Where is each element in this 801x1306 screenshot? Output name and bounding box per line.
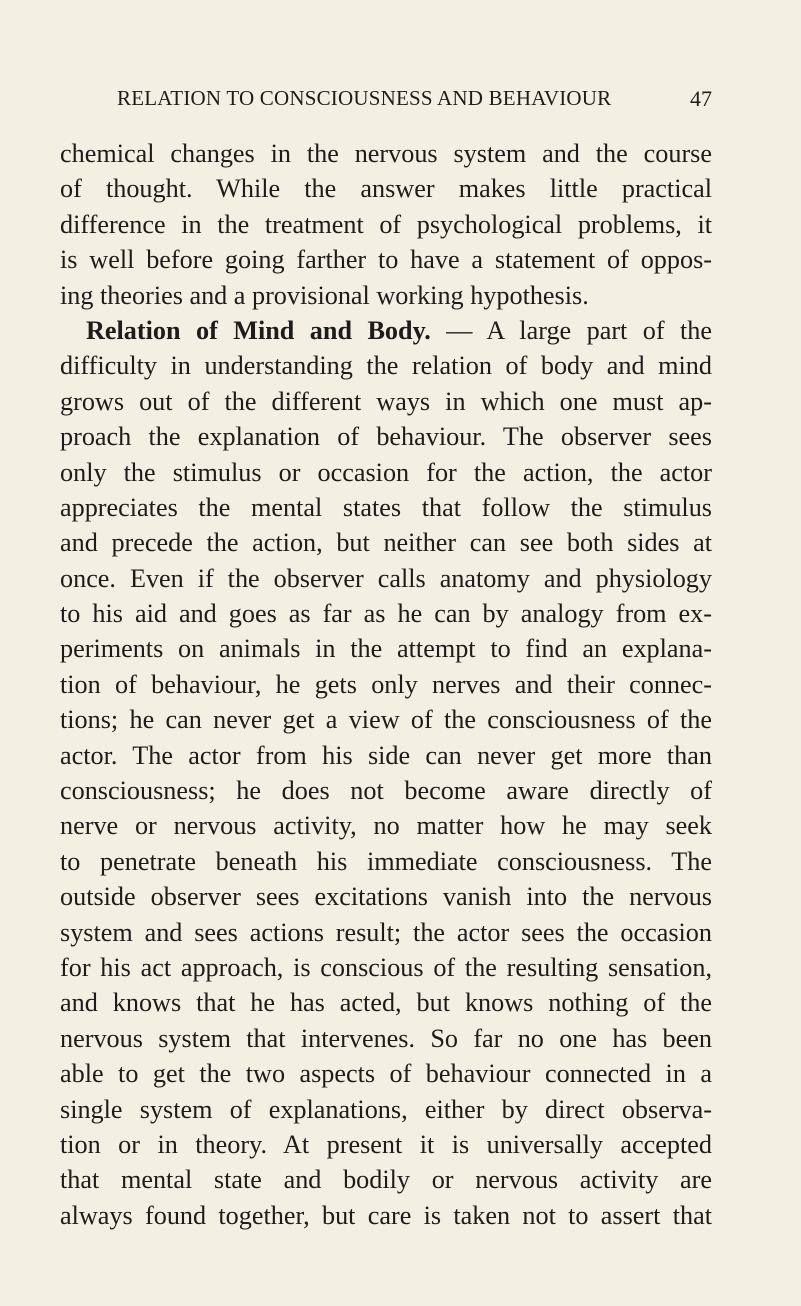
text-line: nervous system that intervenes. So far no one has been — [60, 1023, 712, 1053]
text-line: tion of behaviour, he gets only nerves and their connec- — [60, 669, 712, 699]
heading-line-rest: — A large part of the — [430, 315, 712, 345]
text-line: single system of explanations, either by direct observa- — [60, 1094, 712, 1124]
page-number: 47 — [690, 86, 712, 111]
text-line: tion or in theory. At present it is universally accepted — [60, 1129, 712, 1159]
text-line: consciousness; he does not become aware directly of — [60, 776, 712, 806]
text-line: appreciates the mental states that follow the stimulus — [60, 492, 712, 522]
text-line: to his aid and goes as far as he can by analogy from ex- — [60, 599, 712, 629]
text-line: proach the explanation of behaviour. The observer sees — [60, 422, 712, 452]
text-line: outside observer sees excitations vanish into the nervous — [60, 882, 712, 912]
paragraph-mind-and-body — [60, 313, 712, 1233]
text-line: chemical changes in the nervous system and the course — [60, 139, 712, 168]
text-line: for his act approach, is conscious of the resulting sensation, — [60, 952, 712, 982]
running-head — [60, 86, 712, 116]
section-heading: Relation of Mind and Body. — [86, 315, 431, 345]
running-title: RELATION TO CONSCIOUSNESS AND BEHAVIOUR — [117, 86, 612, 110]
text-line: is well before going farther to have a statement of oppos- — [60, 245, 712, 275]
text-line: only the stimulus or occasion for the action, the actor — [60, 457, 712, 487]
paragraph-continuation — [60, 136, 712, 313]
text-line-with-heading — [60, 313, 712, 348]
text-line: and knows that he has acted, but knows nothing of the — [60, 988, 712, 1018]
text-line: and precede the action, but neither can see both sides at — [60, 528, 712, 558]
text-line: that mental state and bodily or nervous activity are — [60, 1165, 712, 1195]
text-line: to penetrate beneath his immediate consciousness. The — [60, 846, 712, 876]
text-line: able to get the two aspects of behaviour connected in a — [60, 1059, 712, 1089]
text-line: nerve or nervous activity, no matter how he may seek — [60, 811, 712, 841]
body-text — [60, 136, 712, 1233]
text-line: of thought. While the answer makes little practical — [60, 174, 712, 204]
text-line: periments on animals in the attempt to find an explana- — [60, 634, 712, 664]
text-line: difference in the treatment of psychological problems, it — [60, 209, 712, 239]
text-line: system and sees actions result; the actor sees the occasion — [60, 917, 712, 947]
text-line: once. Even if the observer calls anatomy and physiology — [60, 563, 712, 593]
text-line: ing theories and a provisional working hypothesis. — [60, 280, 589, 310]
text-line: actor. The actor from his side can never get more than — [60, 740, 712, 770]
text-line: tions; he can never get a view of the consciousness of the — [60, 705, 712, 735]
text-line: grows out of the different ways in which one must ap- — [60, 386, 712, 416]
text-line: difficulty in understanding the relation of body and mind — [60, 351, 712, 381]
text-line: always found together, but care is taken not to assert that — [60, 1200, 712, 1230]
